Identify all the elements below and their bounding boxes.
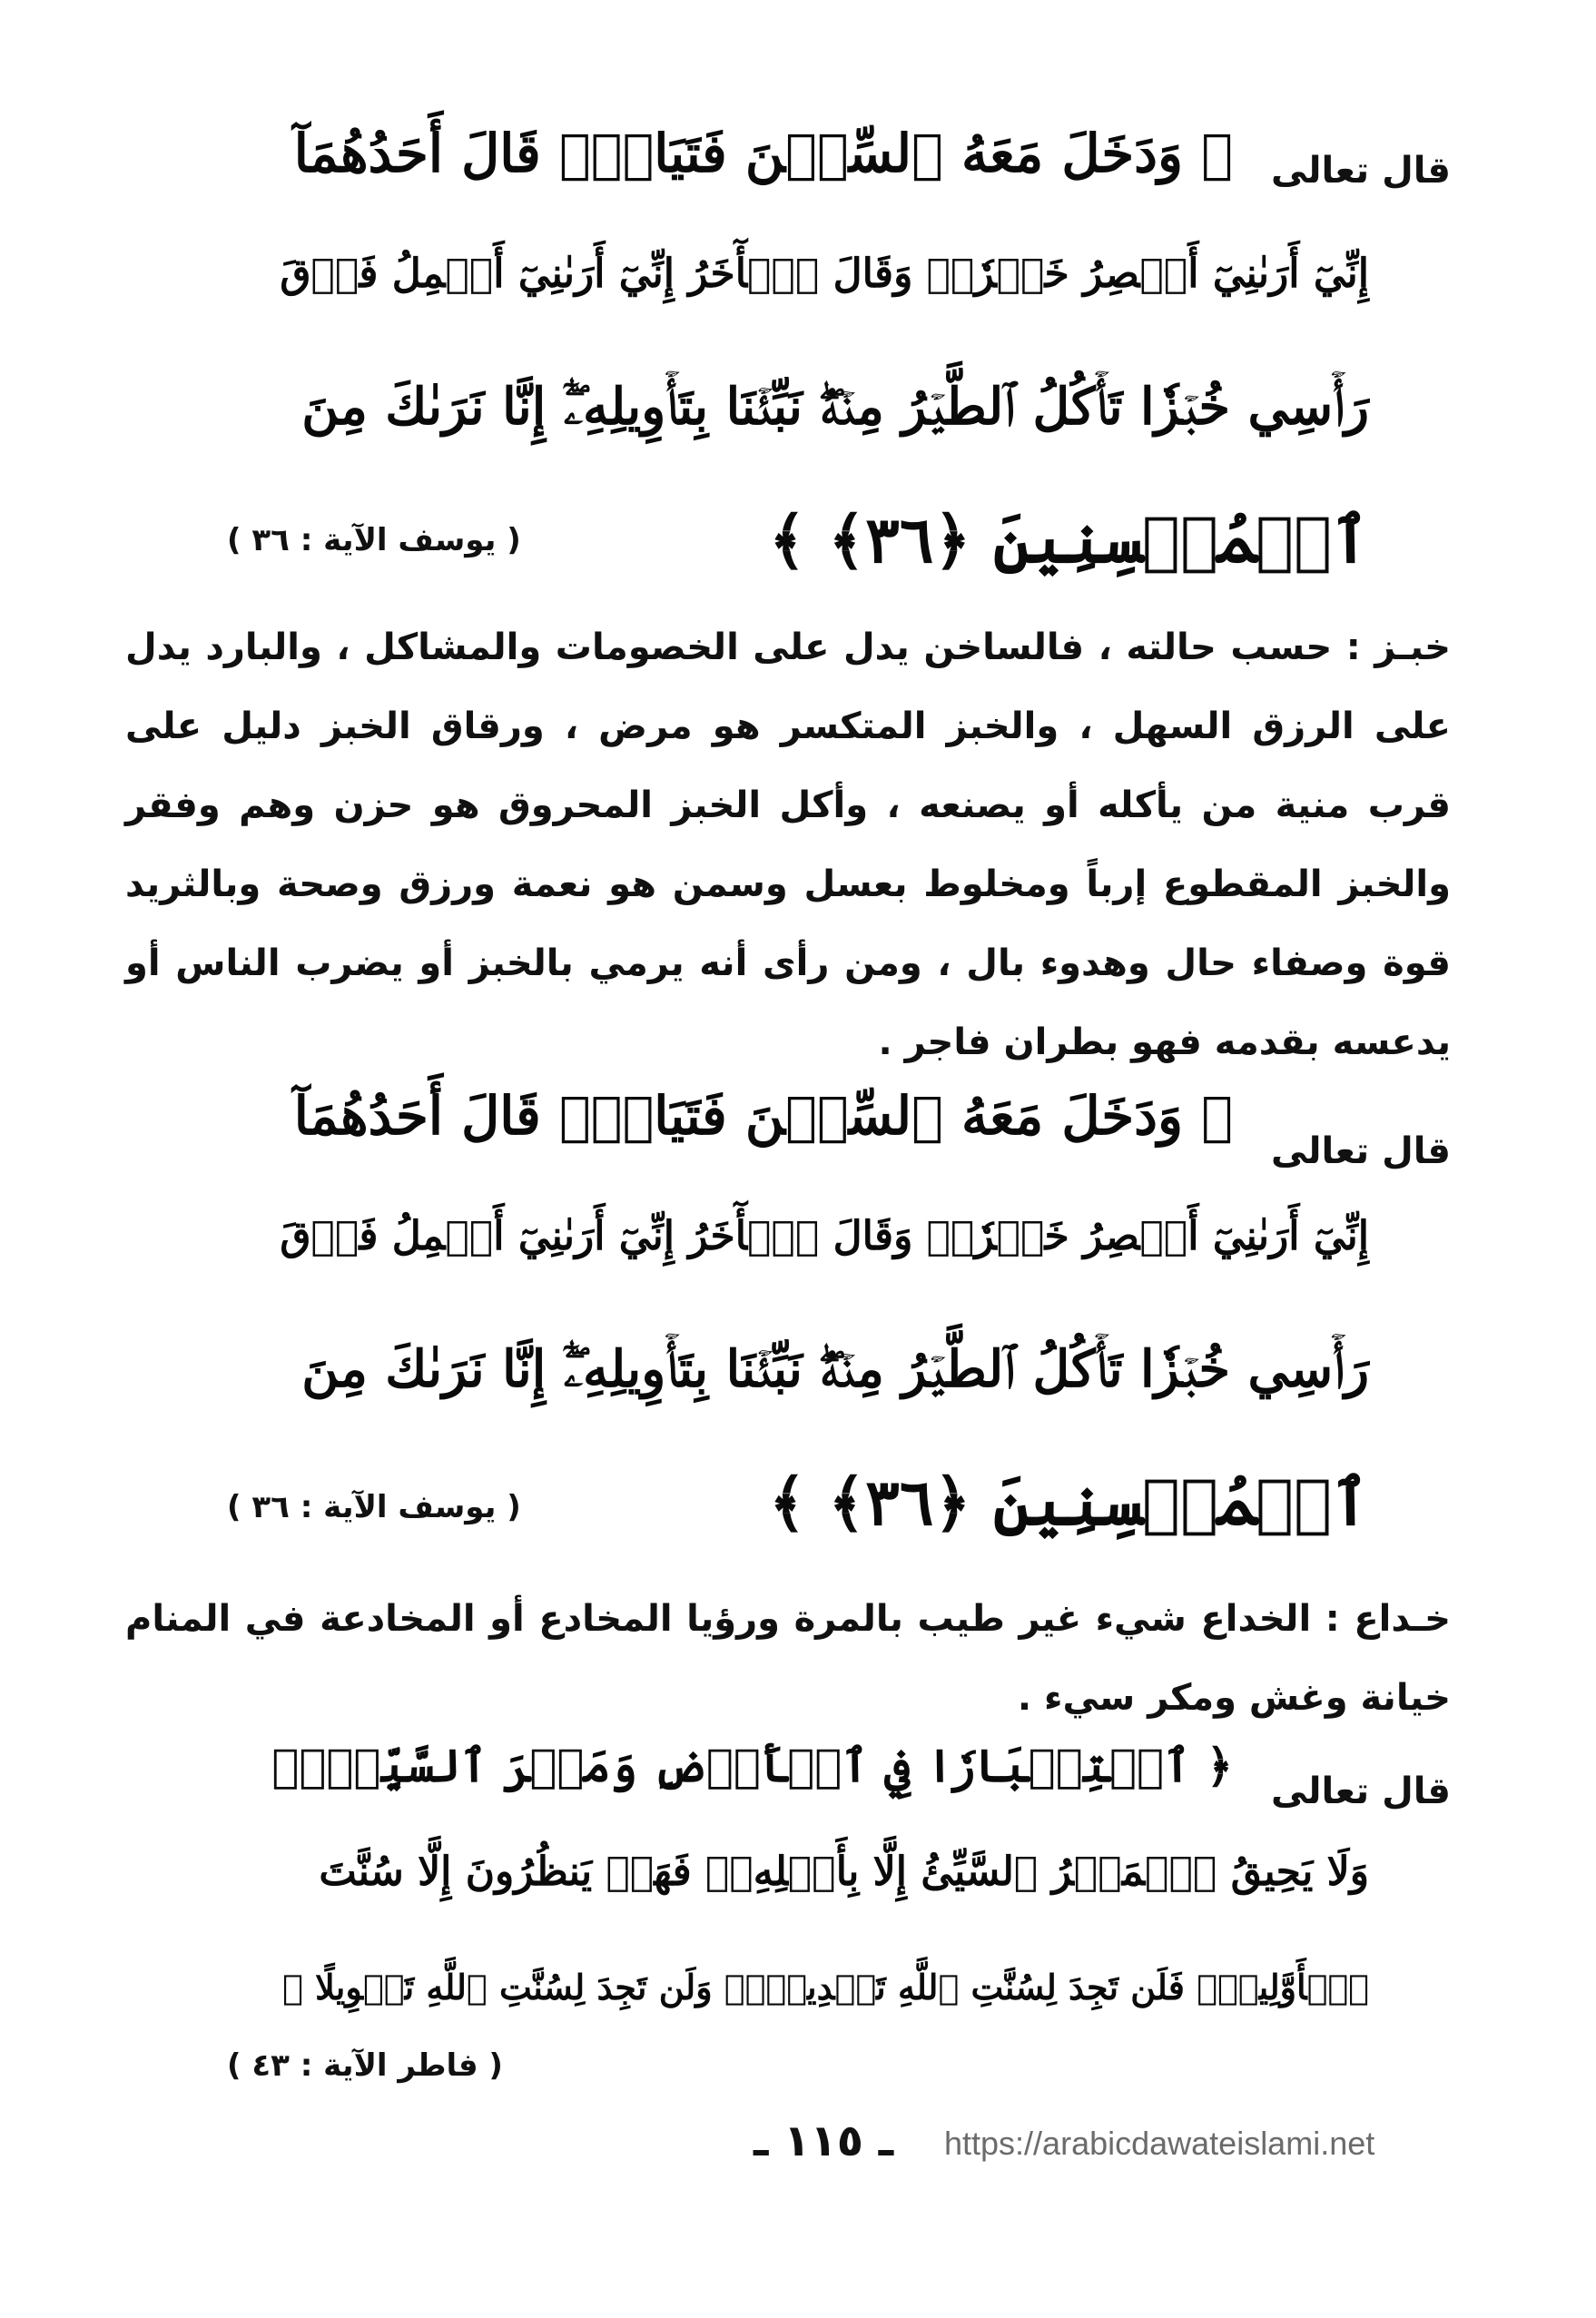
verse-reference: ( يوسف الآية : ٣٦ ) [227,1489,521,1525]
entry-text: : حسب حالته ، فالساخن يدل على الخصومات والمشاكل ، والبارد يدل على الرزق السهل ، والخبز المتكسر هو مرض ، ورقاق الخبز دليل على قرب منية من يأكله أو يصنعه ، وأكل الخبز المحروق هو حزن وهم وفقر والخبز المقطوع إرباً ومخلوط بعسل وسمن هو نعمة ورزق وصحة وبالثريد قوة وصفاء حال وهدوء بال ، ومن رأى أنه يرمي بالخبز أو يضرب الناس أو يدعسه بقدمه فهو بطران فاجر . [125,626,1451,1063]
page-number: ـ ١١٥ ـ [754,2116,894,2166]
verse-line: رَأۡسِي خُبۡزٗا تَأۡكُلُ ٱلطَّيۡرُ مِنۡهُۖ نَبِّئۡنَا بِتَأۡوِيلِهِۦٓۖ إِنَّا نَرَىٰكَ مِنَ [301,377,1369,437]
dictionary-entry [125,608,1451,1082]
verse-line: ٱلۡمُحۡسِنِينَ ﴿٣٦﴾ ﴾ [768,1465,1369,1540]
verse-line: إِنِّيٓ أَرَىٰنِيٓ أَعۡصِرُ خَمۡرٗاۖ وَقَالَ ٱلۡأٓخَرُ إِنِّيٓ أَرَىٰنِيٓ أَحۡمِلُ فَوۡقَ [280,251,1369,297]
verse-reference: ( فاطر الآية : ٤٣ ) [227,2047,503,2084]
quran-verse-cont [280,1213,1369,1598]
verse-line: وَلَا يَحِيقُ ٱلۡمَكۡرُ ٱلسَّيِّئُ إِلَّا بِأَهۡلِهِۦۚ فَهَلۡ يَنظُرُونَ إِلَّا سُنَّتَ [319,1849,1369,1895]
quran-verse-cont [280,251,1369,636]
verse-intro: قال تعالى [1271,1771,1451,1812]
verse-line: ﴿ وَدَخَلَ مَعَهُ ٱلسِّجۡنَ فَتَيَانِۖ قَالَ أَحَدُهُمَآ [293,123,1233,184]
verse-line: ﴿ ٱسۡتِكۡبَارٗا فِي ٱلۡأَرۡضِ وَمَكۡرَ ٱلسَّيِّيِٕۚ [271,1739,1233,1792]
verse-line: إِنِّيٓ أَرَىٰنِيٓ أَعۡصِرُ خَمۡرٗاۖ وَقَالَ ٱلۡأٓخَرُ إِنِّيٓ أَرَىٰنِيٓ أَحۡمِلُ فَوۡقَ [280,1213,1369,1259]
verse-line: ﴿ وَدَخَلَ مَعَهُ ٱلسِّجۡنَ فَتَيَانِۖ قَالَ أَحَدُهُمَآ [293,1085,1233,1147]
quran-verse [271,1085,1233,1217]
verse-reference: ( يوسف الآية : ٣٦ ) [227,522,521,558]
entry-text: : الخداع شيء غير طيب بالمرة ورؤيا المخادع أو المخادعة في المنام خيانة وغش ومكر سيء . [125,1598,1451,1719]
verse-line: ٱلۡأَوَّلِينَۚ فَلَن تَجِدَ لِسُنَّتِ ٱللَّهِ تَبۡدِيلٗاۖ وَلَن تَجِدَ لِسُنَّتِ ٱللَّهِ تَحۡوِيلًا ﴾ [282,1967,1369,2007]
entry-term: خـداع [1354,1598,1451,1640]
verse-line: رَأۡسِي خُبۡزٗا تَأۡكُلُ ٱلطَّيۡرُ مِنۡهُۖ نَبِّئۡنَا بِتَأۡوِيلِهِۦٓۖ إِنَّا نَرَىٰكَ مِنَ [301,1339,1369,1399]
verse-intro: قال تعالى [1271,1130,1451,1172]
dictionary-entry [125,1580,1451,1738]
verse-line: ٱلۡمُحۡسِنِينَ ﴿٣٦﴾ ﴾ [768,502,1369,577]
verse-intro: قال تعالى [1271,150,1451,192]
site-watermark: https://arabicdawateislami.net [944,2125,1375,2162]
entry-term: خبـز [1374,626,1451,668]
